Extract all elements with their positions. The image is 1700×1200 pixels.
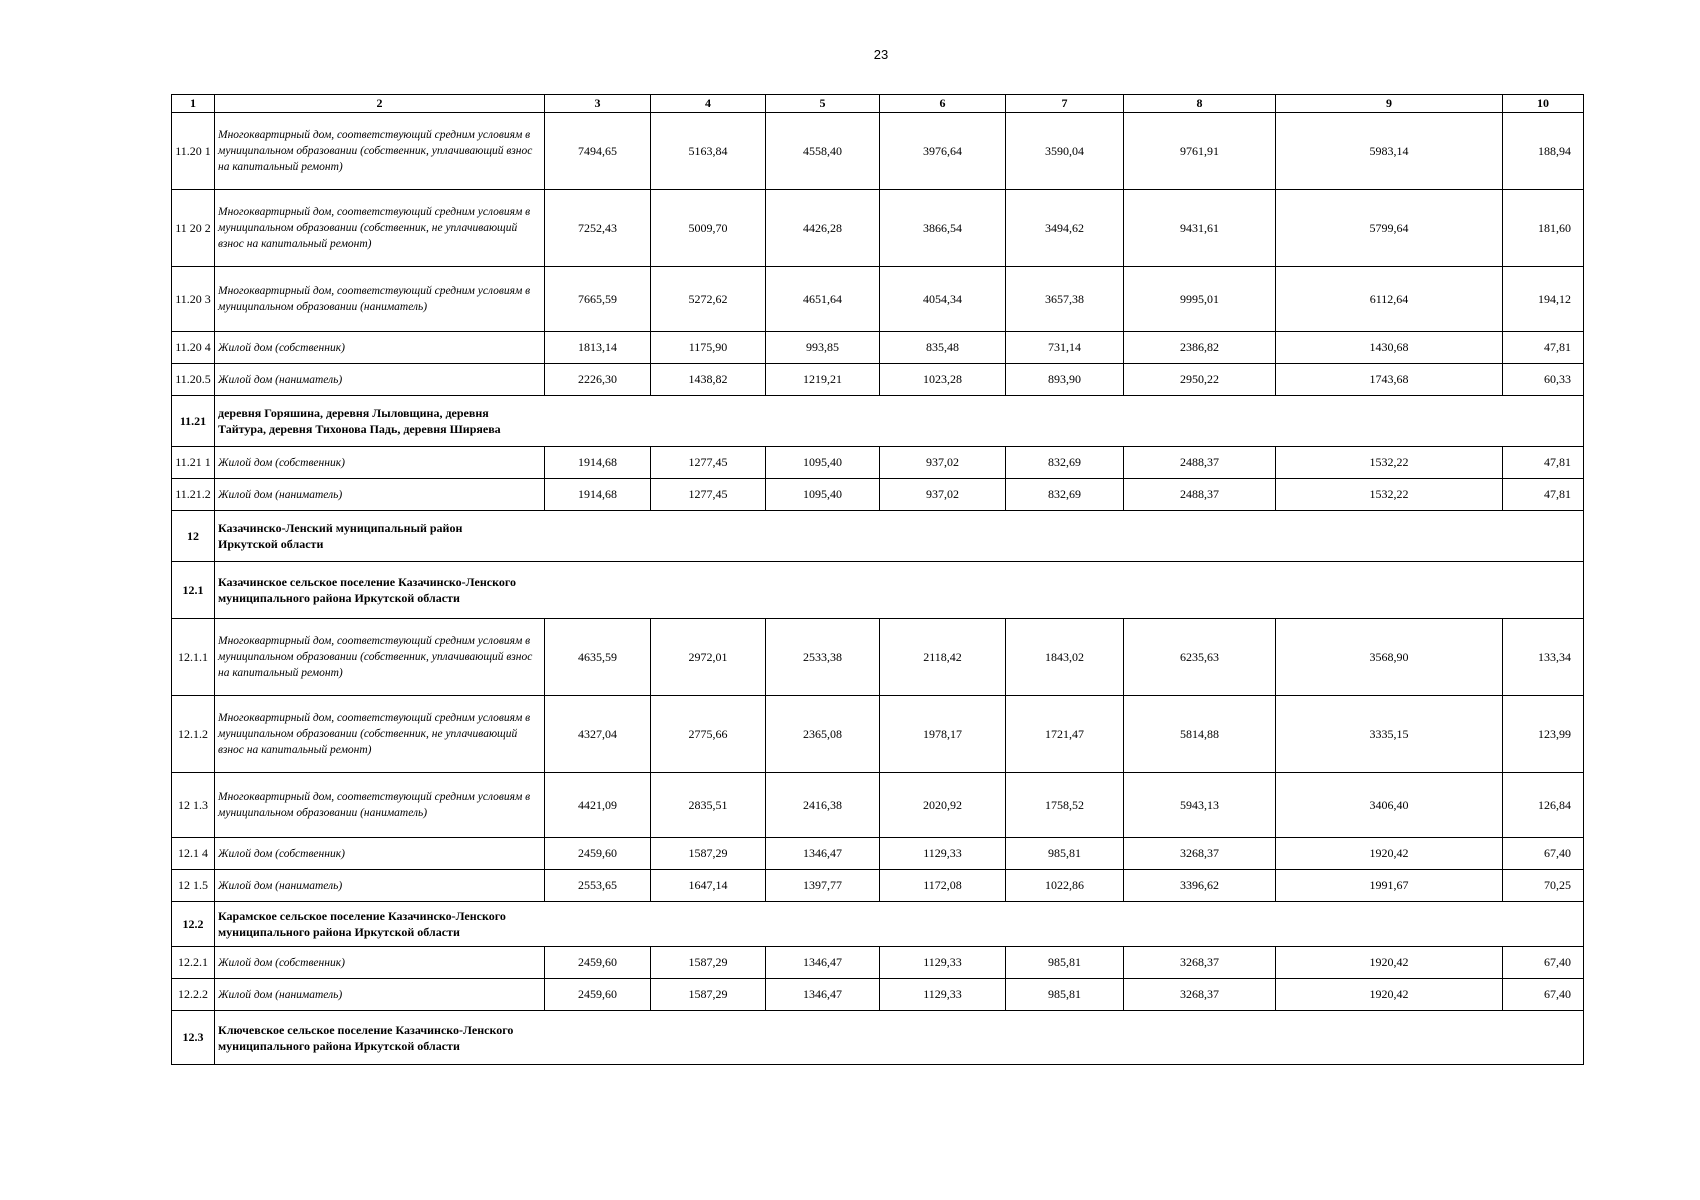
cell-col4: 5163,84 (651, 113, 766, 190)
cell-col10: 67,40 (1503, 979, 1584, 1011)
cell-col6: 835,48 (880, 332, 1006, 364)
row-name: Многоквартирный дом, соответствующий средним условиям в муниципальном образовании (собственник, не уплачивающий взнос на капитальный ремонт) (215, 190, 545, 267)
tariff-table (171, 94, 1584, 1065)
column-header-8: 8 (1124, 95, 1276, 113)
cell-col10: 123,99 (1503, 696, 1584, 773)
cell-col9: 1920,42 (1276, 947, 1503, 979)
cell-col9: 6112,64 (1276, 267, 1503, 332)
row-name: Многоквартирный дом, соответствующий средним условиям в муниципальном образовании (собственник, не уплачивающий взнос на капитальный ремонт) (215, 696, 545, 773)
cell-col4: 2775,66 (651, 696, 766, 773)
cell-col4: 2972,01 (651, 619, 766, 696)
cell-col10: 67,40 (1503, 947, 1584, 979)
cell-col8: 9761,91 (1124, 113, 1276, 190)
column-header-9: 9 (1276, 95, 1503, 113)
section-code: 12.3 (172, 1011, 215, 1065)
section-code: 11.21 (172, 396, 215, 447)
cell-col9: 3406,40 (1276, 773, 1503, 838)
cell-col5: 1095,40 (766, 447, 880, 479)
cell-col3: 4327,04 (545, 696, 651, 773)
cell-col10: 47,81 (1503, 479, 1584, 511)
section-title (215, 1011, 1584, 1065)
cell-col9: 1743,68 (1276, 364, 1503, 396)
cell-col10: 70,25 (1503, 870, 1584, 902)
cell-col3: 7494,65 (545, 113, 651, 190)
cell-col5: 4426,28 (766, 190, 880, 267)
cell-col8: 3268,37 (1124, 947, 1276, 979)
cell-col9: 1532,22 (1276, 447, 1503, 479)
cell-col10: 194,12 (1503, 267, 1584, 332)
cell-col9: 1430,68 (1276, 332, 1503, 364)
cell-col9: 1920,42 (1276, 838, 1503, 870)
row-name: Жилой дом (наниматель) (215, 364, 545, 396)
column-header-7: 7 (1006, 95, 1124, 113)
row-name: Жилой дом (собственник) (215, 838, 545, 870)
table-row (172, 332, 1584, 364)
cell-col10: 47,81 (1503, 332, 1584, 364)
section-title (215, 511, 1584, 562)
column-header-3: 3 (545, 95, 651, 113)
cell-col8: 3396,62 (1124, 870, 1276, 902)
cell-col3: 2459,60 (545, 947, 651, 979)
row-code: 11.20 1 (172, 113, 215, 190)
cell-col7: 1843,02 (1006, 619, 1124, 696)
cell-col7: 1022,86 (1006, 870, 1124, 902)
section-title-text: деревня Горяшина, деревня Лыловщина, деревня Тайтура, деревня Тихонова Падь, деревня Ширяева (218, 406, 501, 436)
cell-col5: 2533,38 (766, 619, 880, 696)
cell-col6: 1023,28 (880, 364, 1006, 396)
table-row (172, 479, 1584, 511)
cell-col4: 1587,29 (651, 979, 766, 1011)
table-row (172, 773, 1584, 838)
table-row (172, 113, 1584, 190)
cell-col6: 2020,92 (880, 773, 1006, 838)
table-row (172, 447, 1584, 479)
cell-col3: 4635,59 (545, 619, 651, 696)
cell-col4: 5009,70 (651, 190, 766, 267)
cell-col8: 6235,63 (1124, 619, 1276, 696)
cell-col4: 1647,14 (651, 870, 766, 902)
row-name: Многоквартирный дом, соответствующий средним условиям в муниципальном образовании (наниматель) (215, 773, 545, 838)
cell-col7: 1758,52 (1006, 773, 1124, 838)
cell-col6: 1129,33 (880, 947, 1006, 979)
table-row (172, 364, 1584, 396)
section-row (172, 902, 1584, 947)
section-title (215, 396, 1584, 447)
row-name: Многоквартирный дом, соответствующий средним условиям в муниципальном образовании (наниматель) (215, 267, 545, 332)
row-name: Жилой дом (наниматель) (215, 979, 545, 1011)
cell-col3: 2553,65 (545, 870, 651, 902)
row-name: Жилой дом (наниматель) (215, 479, 545, 511)
row-code: 11.20 3 (172, 267, 215, 332)
cell-col3: 2459,60 (545, 979, 651, 1011)
section-code: 12.1 (172, 562, 215, 619)
cell-col5: 1346,47 (766, 838, 880, 870)
row-code: 12.2.2 (172, 979, 215, 1011)
cell-col10: 133,34 (1503, 619, 1584, 696)
cell-col6: 1978,17 (880, 696, 1006, 773)
cell-col9: 3568,90 (1276, 619, 1503, 696)
row-name: Жилой дом (собственник) (215, 947, 545, 979)
table-row (172, 979, 1584, 1011)
cell-col7: 731,14 (1006, 332, 1124, 364)
row-code: 12 1.5 (172, 870, 215, 902)
cell-col8: 9995,01 (1124, 267, 1276, 332)
cell-col5: 2416,38 (766, 773, 880, 838)
cell-col10: 126,84 (1503, 773, 1584, 838)
cell-col5: 1095,40 (766, 479, 880, 511)
row-name: Жилой дом (наниматель) (215, 870, 545, 902)
cell-col6: 2118,42 (880, 619, 1006, 696)
cell-col5: 1397,77 (766, 870, 880, 902)
section-row (172, 562, 1584, 619)
cell-col8: 3268,37 (1124, 979, 1276, 1011)
row-name: Многоквартирный дом, соответствующий средним условиям в муниципальном образовании (собственник, уплачивающий взнос на капитальный ремонт) (215, 619, 545, 696)
cell-col8: 5943,13 (1124, 773, 1276, 838)
section-row (172, 396, 1584, 447)
cell-col3: 7252,43 (545, 190, 651, 267)
cell-col9: 3335,15 (1276, 696, 1503, 773)
cell-col6: 1129,33 (880, 979, 1006, 1011)
section-title (215, 902, 1584, 947)
cell-col4: 1587,29 (651, 838, 766, 870)
cell-col5: 1346,47 (766, 947, 880, 979)
row-code: 12.1 4 (172, 838, 215, 870)
cell-col3: 7665,59 (545, 267, 651, 332)
cell-col4: 5272,62 (651, 267, 766, 332)
cell-col8: 3268,37 (1124, 838, 1276, 870)
section-title-text: Карамское сельское поселение Казачинско-Ленского муниципального района Иркутской области (218, 909, 506, 939)
row-code: 11.20.5 (172, 364, 215, 396)
cell-col8: 5814,88 (1124, 696, 1276, 773)
cell-col4: 2835,51 (651, 773, 766, 838)
cell-col8: 2386,82 (1124, 332, 1276, 364)
cell-col7: 832,69 (1006, 447, 1124, 479)
table-row (172, 838, 1584, 870)
cell-col4: 1277,45 (651, 447, 766, 479)
cell-col7: 3657,38 (1006, 267, 1124, 332)
cell-col7: 985,81 (1006, 947, 1124, 979)
row-code: 12.1.1 (172, 619, 215, 696)
cell-col4: 1587,29 (651, 947, 766, 979)
table-row (172, 947, 1584, 979)
section-code: 12 (172, 511, 215, 562)
cell-col3: 2226,30 (545, 364, 651, 396)
cell-col10: 60,33 (1503, 364, 1584, 396)
cell-col8: 2950,22 (1124, 364, 1276, 396)
table-row (172, 696, 1584, 773)
cell-col10: 188,94 (1503, 113, 1584, 190)
row-code: 11.21 1 (172, 447, 215, 479)
cell-col5: 4558,40 (766, 113, 880, 190)
cell-col9: 1532,22 (1276, 479, 1503, 511)
section-title-text: Казачинско-Ленский муниципальный район Иркутской области (218, 521, 463, 551)
cell-col5: 993,85 (766, 332, 880, 364)
row-name: Многоквартирный дом, соответствующий средним условиям в муниципальном образовании (собственник, уплачивающий взнос на капитальный ремонт) (215, 113, 545, 190)
column-header-4: 4 (651, 95, 766, 113)
section-row (172, 511, 1584, 562)
table-row (172, 870, 1584, 902)
cell-col7: 1721,47 (1006, 696, 1124, 773)
cell-col6: 3976,64 (880, 113, 1006, 190)
cell-col4: 1277,45 (651, 479, 766, 511)
cell-col10: 67,40 (1503, 838, 1584, 870)
cell-col5: 1346,47 (766, 979, 880, 1011)
cell-col9: 1920,42 (1276, 979, 1503, 1011)
column-header-1: 1 (172, 95, 215, 113)
cell-col6: 3866,54 (880, 190, 1006, 267)
cell-col7: 985,81 (1006, 838, 1124, 870)
row-name: Жилой дом (собственник) (215, 447, 545, 479)
cell-col3: 1914,68 (545, 447, 651, 479)
cell-col7: 3494,62 (1006, 190, 1124, 267)
cell-col8: 2488,37 (1124, 479, 1276, 511)
section-title-text: Ключевское сельское поселение Казачинско-Ленского муниципального района Иркутской области (218, 1022, 514, 1053)
section-code: 12.2 (172, 902, 215, 947)
cell-col8: 2488,37 (1124, 447, 1276, 479)
row-code: 12 1.3 (172, 773, 215, 838)
cell-col5: 4651,64 (766, 267, 880, 332)
cell-col9: 5983,14 (1276, 113, 1503, 190)
cell-col6: 937,02 (880, 479, 1006, 511)
cell-col6: 1129,33 (880, 838, 1006, 870)
cell-col3: 4421,09 (545, 773, 651, 838)
cell-col8: 9431,61 (1124, 190, 1276, 267)
row-code: 11 20 2 (172, 190, 215, 267)
cell-col5: 1219,21 (766, 364, 880, 396)
table-row (172, 190, 1584, 267)
page-number: 23 (873, 47, 889, 62)
section-title (215, 562, 1584, 619)
cell-col3: 2459,60 (545, 838, 651, 870)
section-row (172, 1011, 1584, 1065)
column-header-2: 2 (215, 95, 545, 113)
row-code: 11.21.2 (172, 479, 215, 511)
header-row (172, 95, 1584, 113)
row-code: 12.1.2 (172, 696, 215, 773)
section-title-text: Казачинское сельское поселение Казачинско-Ленского муниципального района Иркутской области (218, 575, 516, 605)
cell-col4: 1438,82 (651, 364, 766, 396)
table-row (172, 267, 1584, 332)
cell-col4: 1175,90 (651, 332, 766, 364)
cell-col10: 181,60 (1503, 190, 1584, 267)
cell-col7: 893,90 (1006, 364, 1124, 396)
column-header-10: 10 (1503, 95, 1584, 113)
row-code: 12.2.1 (172, 947, 215, 979)
cell-col3: 1914,68 (545, 479, 651, 511)
cell-col9: 5799,64 (1276, 190, 1503, 267)
column-header-5: 5 (766, 95, 880, 113)
table-row (172, 619, 1584, 696)
cell-col7: 3590,04 (1006, 113, 1124, 190)
column-header-6: 6 (880, 95, 1006, 113)
cell-col7: 832,69 (1006, 479, 1124, 511)
cell-col7: 985,81 (1006, 979, 1124, 1011)
row-name: Жилой дом (собственник) (215, 332, 545, 364)
cell-col10: 47,81 (1503, 447, 1584, 479)
row-code: 11.20 4 (172, 332, 215, 364)
cell-col5: 2365,08 (766, 696, 880, 773)
cell-col6: 937,02 (880, 447, 1006, 479)
cell-col6: 4054,34 (880, 267, 1006, 332)
cell-col3: 1813,14 (545, 332, 651, 364)
cell-col9: 1991,67 (1276, 870, 1503, 902)
cell-col6: 1172,08 (880, 870, 1006, 902)
